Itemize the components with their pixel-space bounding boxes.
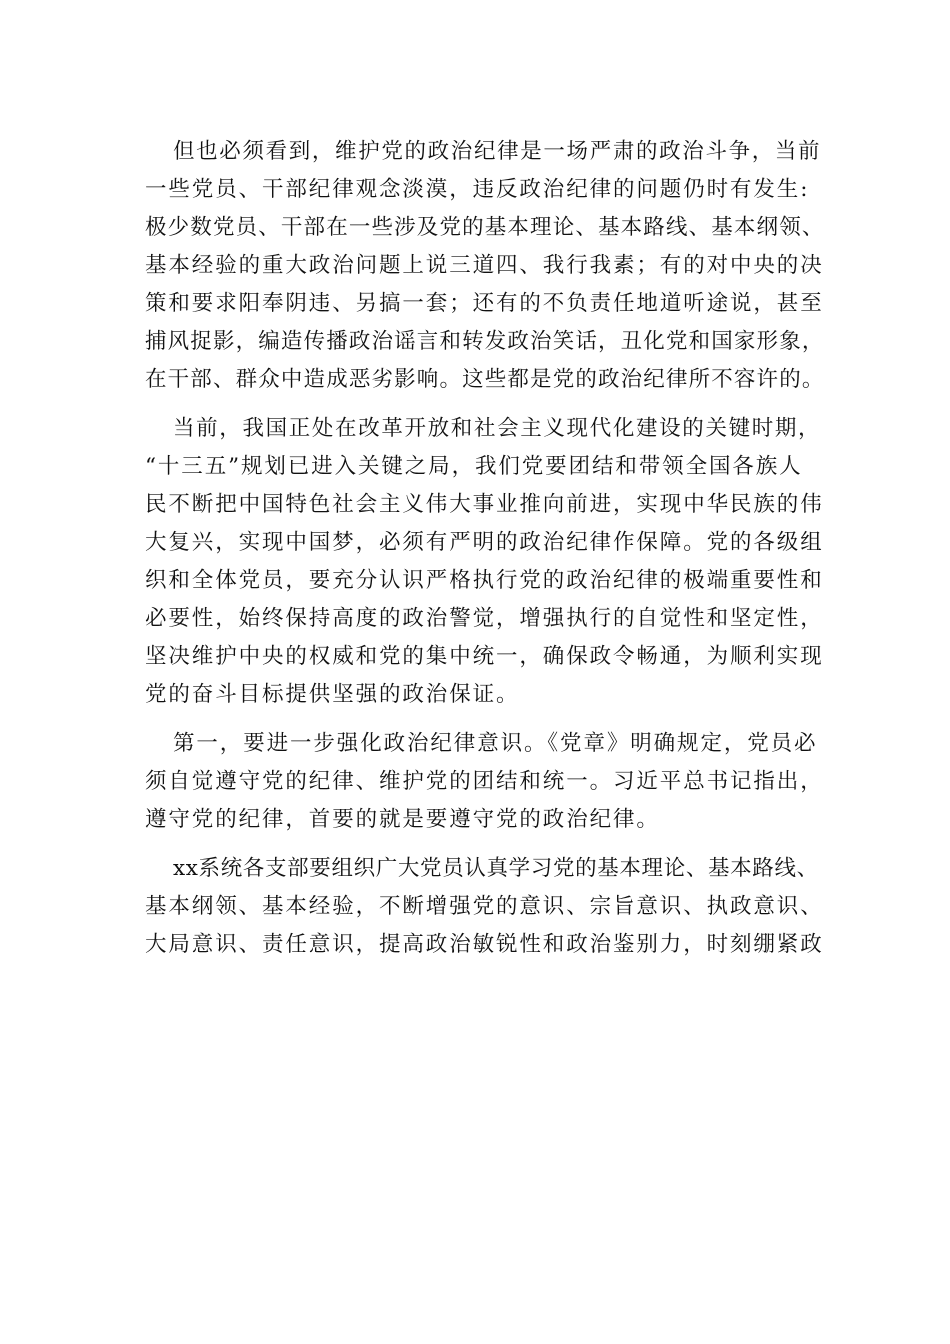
text-line: 大复兴，实现中国梦，必须有严明的政治纪律作保障。党的各级组 (145, 530, 824, 555)
text-line: 但也必须看到，维护党的政治纪律是一场严肃的政治斗争，当前 (173, 139, 822, 164)
paragraph-2 (145, 410, 825, 714)
paragraph-3 (145, 725, 825, 839)
text-line: 须自觉遵守党的纪律、维护党的团结和统一。习近平总书记指出， (145, 769, 824, 794)
text-line: “十三五”规划已进入关键之局，我们党要团结和带领全国各族人 (145, 454, 803, 479)
text-line: 基本经验的重大政治问题上说三道四、我行我素；有的对中央的决 (145, 253, 824, 278)
text-line: 捕风捉影，编造传播政治谣言和转发政治笑话，丑化党和国家形象， (145, 329, 825, 354)
text-line: 一些党员、干部纪律观念淡漠，违反政治纪律的问题仍时有发生: (145, 177, 810, 202)
text-line: 大局意识、责任意识，提高政治敏锐性和政治鉴别力，时刻绷紧政 (145, 932, 824, 957)
text-line: 策和要求阳奉阴违、另搞一套；还有的不负责任地道听途说，甚至 (145, 291, 824, 316)
text-line: 织和全体党员，要充分认识严格执行党的政治纪律的极端重要性和 (145, 568, 824, 593)
text-line: xx系统各支部要组织广大党员认真学习党的基本理论、基本路线、 (173, 856, 819, 881)
text-line: 极少数党员、干部在一些涉及党的基本理论、基本路线、基本纲领、 (145, 215, 825, 240)
paragraph-1 (145, 133, 825, 399)
text-line: 党的奋斗目标提供坚强的政治保证。 (145, 682, 520, 707)
text-line: 第一，要进一步强化政治纪律意识。《党章》明确规定，党员必 (173, 731, 818, 756)
text-line: 民不断把中国特色社会主义伟大事业推向前进，实现中华民族的伟 (145, 492, 824, 517)
text-line: 遵守党的纪律，首要的就是要遵守党的政治纪律。 (145, 807, 660, 832)
text-line: 当前，我国正处在改革开放和社会主义现代化建设的关键时期， (173, 416, 822, 441)
text-line: 坚决维护中央的权威和党的集中统一，确保政令畅通，为顺利实现 (145, 644, 824, 669)
text-line: 在干部、群众中造成恶劣影响。这些都是党的政治纪律所不容许的。 (145, 367, 825, 392)
text-line: 基本纲领、基本经验，不断增强党的意识、宗旨意识、执政意识、 (145, 894, 824, 919)
text-line: 必要性，始终保持高度的政治警觉，增强执行的自觉性和坚定性， (145, 606, 824, 631)
document-body (145, 133, 825, 975)
paragraph-4 (145, 850, 825, 964)
